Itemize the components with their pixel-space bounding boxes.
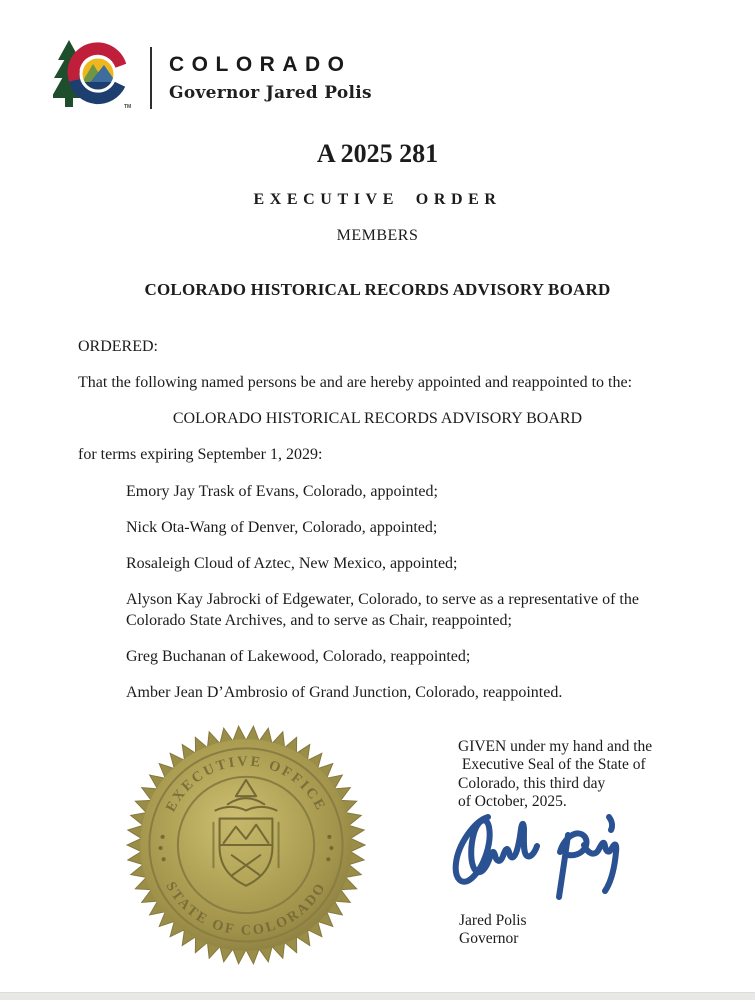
appointment-line: Rosaleigh Cloud of Aztec, New Mexico, appointed; — [126, 555, 458, 572]
signer-name: Jared Polis — [459, 912, 527, 929]
appointment-line: Nick Ota-Wang of Denver, Colorado, appointed; — [126, 519, 438, 536]
order-number: A 2025 281 — [316, 139, 439, 168]
colorado-state-logo — [53, 38, 131, 112]
logo-divider — [150, 47, 152, 109]
attestation-block — [458, 738, 652, 812]
appointment-line: Emory Jay Trask of Evans, Colorado, appointed; — [126, 483, 438, 500]
attestation-line: of October, 2025. — [458, 793, 567, 811]
intro-paragraph: That the following named persons be and are hereby appointed and reappointed to the: — [78, 374, 633, 391]
appointment-line: Amber Jean D’Ambrosio of Grand Junction, Colorado, reappointed. — [126, 684, 563, 701]
seal-bottom-text: STATE OF COLORADO — [162, 878, 330, 939]
members-heading: MEMBERS — [336, 227, 419, 244]
page-bottom-edge — [0, 992, 755, 1000]
appointment-line: Greg Buchanan of Lakewood, Colorado, reappointed; — [126, 648, 471, 665]
governor-signature-ink — [448, 805, 633, 910]
terms-line: for terms expiring September 1, 2029: — [78, 446, 323, 463]
board-name-line: COLORADO HISTORICAL RECORDS ADVISORY BOARD — [172, 410, 583, 427]
attestation-line: Colorado, this third day — [458, 774, 606, 792]
ordered-label: ORDERED: — [78, 338, 158, 355]
governor-subtitle: Governor Jared Polis — [169, 83, 372, 103]
colorado-wordmark: COLORADO — [169, 53, 352, 76]
seal-top-text: EXECUTIVE OFFICE — [162, 753, 330, 815]
executive-order-heading: EXECUTIVE ORDER — [253, 191, 502, 208]
trademark-mark: TM — [124, 104, 131, 110]
board-title: COLORADO HISTORICAL RECORDS ADVISORY BOARD — [144, 280, 611, 299]
attestation-line: GIVEN under my hand and the — [458, 738, 653, 755]
signer-title: Governor — [459, 930, 519, 947]
gold-foil-seal — [126, 725, 366, 965]
appointment-line: Alyson Kay Jabrocki of Edgewater, Colorado, to serve as a representative of the Colorado State Archives, and to serve as Chair, reappointed; — [126, 591, 639, 629]
attestation-line: Executive Seal of the State of — [458, 756, 646, 774]
